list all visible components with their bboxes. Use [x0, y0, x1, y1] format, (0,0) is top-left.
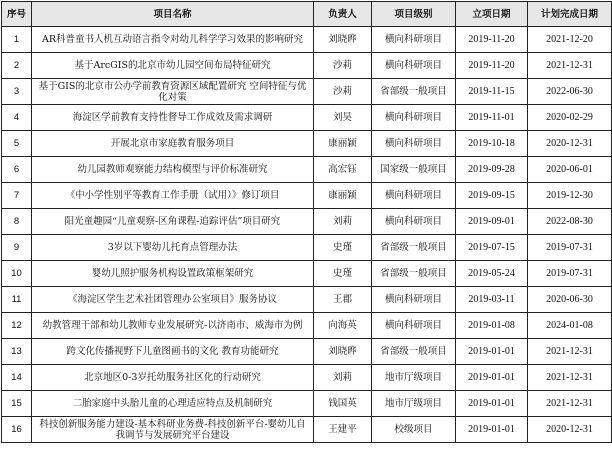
header-row — [2, 2, 612, 27]
cell-start-date: 2019-03-11 — [456, 287, 528, 313]
table-row — [2, 79, 612, 105]
cell-end-date: 2022-06-30 — [528, 79, 612, 105]
cell-no: 7 — [2, 183, 32, 209]
cell-end-date: 2021-12-20 — [528, 27, 612, 53]
cell-level: 省部级一般项目 — [372, 235, 456, 261]
cell-name: 《中小学性别平等教育工作手册（试用）》修订项目 — [32, 183, 314, 209]
cell-level: 校级项目 — [372, 417, 456, 443]
table-row — [2, 27, 612, 53]
cell-no: 15 — [2, 391, 32, 417]
cell-leader: 沙莉 — [314, 53, 372, 79]
table-row — [2, 235, 612, 261]
cell-start-date: 2019-09-01 — [456, 209, 528, 235]
cell-leader: 王郡 — [314, 287, 372, 313]
cell-end-date: 2020-02-29 — [528, 105, 612, 131]
cell-leader: 刘莉 — [314, 365, 372, 391]
cell-no: 10 — [2, 261, 32, 287]
header-start-date: 立项日期 — [456, 2, 528, 27]
cell-end-date: 2019-07-31 — [528, 235, 612, 261]
table-row — [2, 131, 612, 157]
cell-leader: 向海英 — [314, 313, 372, 339]
cell-level: 国家级一般项目 — [372, 157, 456, 183]
cell-end-date: 2019-12-30 — [528, 183, 612, 209]
cell-level: 横向科研项目 — [372, 53, 456, 79]
table-row — [2, 391, 612, 417]
table-row — [2, 313, 612, 339]
cell-no: 2 — [2, 53, 32, 79]
cell-name: 科技创新服务能力建设-基本科研业务费-科技创新平台-婴幼儿自我调节与发展研究平台建设 — [32, 417, 314, 443]
cell-start-date: 2019-11-20 — [456, 53, 528, 79]
cell-end-date: 2024-01-08 — [528, 313, 612, 339]
cell-leader: 刘晓晔 — [314, 339, 372, 365]
cell-leader: 康丽颖 — [314, 183, 372, 209]
cell-leader: 高宏钰 — [314, 157, 372, 183]
table-row — [2, 105, 612, 131]
cell-start-date: 2019-05-24 — [456, 261, 528, 287]
cell-no: 13 — [2, 339, 32, 365]
cell-start-date: 2019-01-01 — [456, 391, 528, 417]
cell-no: 5 — [2, 131, 32, 157]
cell-end-date: 2021-12-31 — [528, 365, 612, 391]
cell-end-date: 2019-07-31 — [528, 261, 612, 287]
cell-name: 幼教管理干部和幼儿教师专业发展研究-以济南市、威海市为例 — [32, 313, 314, 339]
cell-name: 跨文化传播视野下儿童图画书的文化 教育功能研究 — [32, 339, 314, 365]
cell-level: 横向科研项目 — [372, 131, 456, 157]
cell-no: 4 — [2, 105, 32, 131]
cell-no: 6 — [2, 157, 32, 183]
cell-start-date: 2019-07-15 — [456, 235, 528, 261]
cell-start-date: 2019-01-08 — [456, 313, 528, 339]
table-row — [2, 183, 612, 209]
cell-end-date: 2020-12-31 — [528, 417, 612, 443]
cell-end-date: 2020-06-01 — [528, 157, 612, 183]
cell-leader: 史瑾 — [314, 261, 372, 287]
cell-name: 北京地区0-3岁托幼服务社区化的行动研究 — [32, 365, 314, 391]
table-row — [2, 417, 612, 443]
cell-start-date: 2019-10-18 — [456, 131, 528, 157]
cell-leader: 史瑾 — [314, 235, 372, 261]
cell-name: 海淀区学前教育支持性督导工作成效及需求调研 — [32, 105, 314, 131]
cell-end-date: 2022-08-30 — [528, 209, 612, 235]
cell-no: 9 — [2, 235, 32, 261]
cell-start-date: 2019-11-01 — [456, 105, 528, 131]
cell-name: 婴幼儿照护服务机构设置政策框架研究 — [32, 261, 314, 287]
header-level: 项目级别 — [372, 2, 456, 27]
cell-name: 幼儿园教师观察能力结构模型与评价标准研究 — [32, 157, 314, 183]
project-table — [1, 1, 612, 443]
table-row — [2, 339, 612, 365]
cell-start-date: 2019-11-15 — [456, 79, 528, 105]
cell-start-date: 2019-01-01 — [456, 339, 528, 365]
table-row — [2, 53, 612, 79]
cell-level: 横向科研项目 — [372, 183, 456, 209]
cell-start-date: 2019-09-28 — [456, 157, 528, 183]
cell-end-date: 2021-12-31 — [528, 391, 612, 417]
cell-level: 地市厅级项目 — [372, 391, 456, 417]
header-name: 项目名称 — [32, 2, 314, 27]
cell-level: 横向科研项目 — [372, 209, 456, 235]
cell-name: 基于ArcGIS的北京市幼儿园空间布局特征研究 — [32, 53, 314, 79]
cell-level: 横向科研项目 — [372, 105, 456, 131]
cell-start-date: 2019-01-01 — [456, 365, 528, 391]
cell-no: 16 — [2, 417, 32, 443]
table-row — [2, 209, 612, 235]
cell-name: AR科普童书人机互动语言指令对幼儿科学学习效果的影响研究 — [32, 27, 314, 53]
header-no: 序号 — [2, 2, 32, 27]
cell-leader: 刘莉 — [314, 209, 372, 235]
cell-start-date: 2019-09-15 — [456, 183, 528, 209]
cell-no: 11 — [2, 287, 32, 313]
table-row — [2, 261, 612, 287]
cell-end-date: 2021-12-31 — [528, 339, 612, 365]
cell-leader: 刘昊 — [314, 105, 372, 131]
cell-leader: 钱国英 — [314, 391, 372, 417]
cell-leader: 王建平 — [314, 417, 372, 443]
cell-name: 《海淀区学生艺术社团管理办公室项目》服务协议 — [32, 287, 314, 313]
header-end-date: 计划完成日期 — [528, 2, 612, 27]
cell-level: 横向科研项目 — [372, 27, 456, 53]
cell-no: 3 — [2, 79, 32, 105]
cell-name: 阳光童趣园“儿童观察-区角课程-追踪评估”项目研究 — [32, 209, 314, 235]
cell-leader: 沙莉 — [314, 79, 372, 105]
cell-level: 省部级一般项目 — [372, 79, 456, 105]
cell-start-date: 2019-01-01 — [456, 417, 528, 443]
cell-no: 12 — [2, 313, 32, 339]
cell-start-date: 2019-11-20 — [456, 27, 528, 53]
cell-level: 横向科研项目 — [372, 313, 456, 339]
cell-level: 省部级一般项目 — [372, 261, 456, 287]
header-leader: 负责人 — [314, 2, 372, 27]
cell-leader: 康丽颖 — [314, 131, 372, 157]
cell-end-date: 2020-06-30 — [528, 287, 612, 313]
cell-end-date: 2021-12-31 — [528, 53, 612, 79]
table-row — [2, 365, 612, 391]
cell-leader: 刘晓晔 — [314, 27, 372, 53]
cell-level: 地市厅级项目 — [372, 365, 456, 391]
cell-end-date: 2020-12-31 — [528, 131, 612, 157]
cell-name: 基于GIS的北京市公办学前教育资源区域配置研究 空间特征与优化对策 — [32, 79, 314, 105]
cell-level: 横向科研项目 — [372, 287, 456, 313]
cell-no: 8 — [2, 209, 32, 235]
cell-no: 14 — [2, 365, 32, 391]
cell-name: 开展北京市家庭教育服务项目 — [32, 131, 314, 157]
table-row — [2, 287, 612, 313]
cell-name: 3岁以下婴幼儿托育点管理办法 — [32, 235, 314, 261]
cell-level: 省部级一般项目 — [372, 339, 456, 365]
table-row — [2, 157, 612, 183]
cell-name: 二胎家庭中头胎儿童的心理适应特点及机制研究 — [32, 391, 314, 417]
cell-no: 1 — [2, 27, 32, 53]
